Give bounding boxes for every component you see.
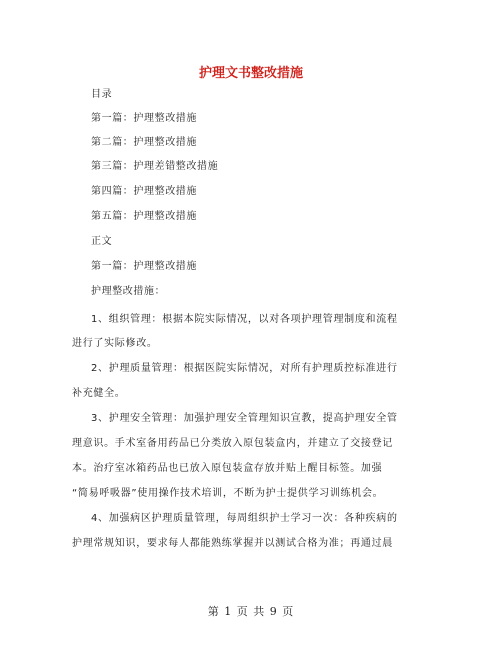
toc-label: 目录 xyxy=(91,89,113,100)
toc-item: 第五篇：护理整改措施 xyxy=(91,211,197,222)
paragraph-line: “简易呼吸器”使用操作技术培训，不断为护士提供学习训练机会。 xyxy=(72,488,384,499)
document-title: 护理文书整改措施 xyxy=(198,66,303,81)
page-footer: 第 1 页 共 9 页 xyxy=(207,605,295,618)
body-label: 正文 xyxy=(91,236,113,247)
toc-item: 第三篇：护理差错整改措施 xyxy=(91,161,219,172)
subheading: 护理整改措施： xyxy=(91,286,166,297)
toc-item: 第四篇：护理整改措施 xyxy=(91,186,197,197)
paragraph-line: 理意识。手术室备用药品已分类放入原包装盒内，并建立了交接登记 xyxy=(72,438,393,449)
paragraph-line: 本。治疗室冰箱药品也已放入原包装盒存放并贴上醒目标签。加强 xyxy=(72,463,383,474)
paragraph-line: 1、组织管理：根据本院实际情况，以对各项护理管理制度和流程 xyxy=(91,314,398,325)
paragraph-line: 进行了实际修改。 xyxy=(72,338,158,349)
toc-item: 第二篇：护理整改措施 xyxy=(91,137,197,148)
paragraph-line: 2、护理质量管理：根据医院实际情况，对所有护理质控标准进行 xyxy=(91,363,398,374)
toc-item: 第一篇：护理整改措施 xyxy=(91,113,197,124)
paragraph-line: 补充健全。 xyxy=(72,388,126,399)
paragraph-line: 3、护理安全管理：加强护理安全管理知识宣教，提高护理安全管 xyxy=(91,413,398,424)
paragraph-line: 护理常规知识，要求每人都能熟练掌握并以测试合格为准；再通过晨 xyxy=(72,538,393,549)
section-heading: 第一篇：护理整改措施 xyxy=(91,261,197,272)
paragraph-line: 4、加强病区护理质量管理，每周组织护士学习一次：各种疾病的 xyxy=(91,513,398,524)
